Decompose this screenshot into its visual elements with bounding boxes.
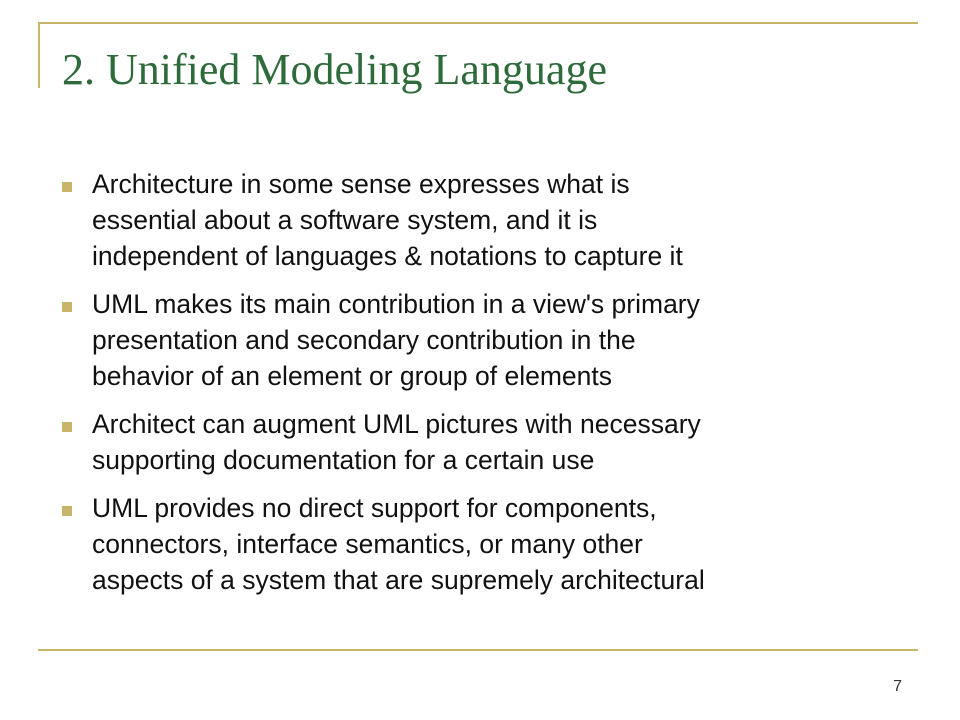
- square-bullet-icon: [62, 506, 72, 516]
- bottom-rule: [38, 649, 918, 651]
- square-bullet-icon: [62, 302, 72, 312]
- bullet-line: essential about a software system, and it is: [92, 205, 598, 235]
- slide-title: 2. Unified Modeling Language: [62, 45, 607, 94]
- bullet-list: [62, 166, 912, 610]
- bullet-line: connectors, interface semantics, or many other: [92, 529, 643, 559]
- top-rule: [38, 22, 918, 24]
- bullet-item: [62, 490, 912, 598]
- bullet-line: UML makes its main contribution in a view's primary: [92, 289, 700, 319]
- bullet-line: presentation and secondary contribution in the: [92, 325, 636, 355]
- square-bullet-icon: [62, 182, 72, 192]
- bullet-item: [62, 406, 912, 478]
- bullet-line: supporting documentation for a certain use: [92, 445, 595, 475]
- square-bullet-icon: [62, 422, 72, 432]
- left-rule: [38, 22, 40, 88]
- bullet-item: [62, 286, 912, 394]
- slide-number: 7: [893, 678, 902, 695]
- bullet-line: Architect can augment UML pictures with necessary: [92, 409, 701, 439]
- bullet-line: behavior of an element or group of elements: [92, 361, 613, 391]
- bullet-line: UML provides no direct support for components,: [92, 493, 657, 523]
- bullet-line: aspects of a system that are supremely architectural: [92, 565, 705, 595]
- bullet-line: Architecture in some sense expresses what is: [92, 169, 630, 199]
- bullet-item: [62, 166, 912, 274]
- bullet-line: independent of languages & notations to capture it: [92, 241, 683, 271]
